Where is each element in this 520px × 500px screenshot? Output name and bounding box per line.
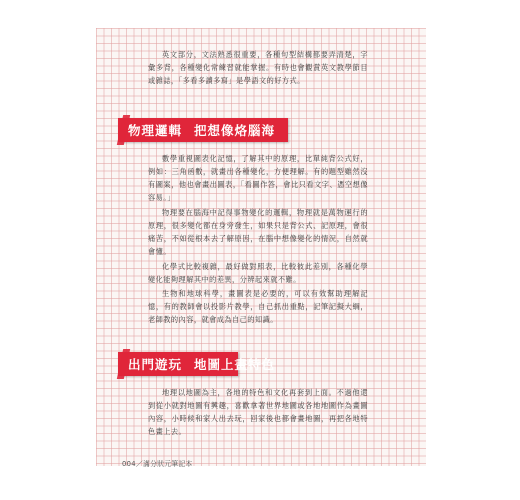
section-title-travel: 出門遊玩 地圖上畫特色: [128, 357, 276, 372]
section-title-logic: 物理邏輯 把想像烙腦海: [128, 123, 276, 138]
geography-paragraph: 地理以地圖為主，各地的特色和文化再套到上面。不過他還到從小就對地圖有興趣，喜歡拿著世界地圖或各地地圖作為畫圖內容，小時候和家人出去玩，回家後也都會畫地圖，再把各地特色畫上去。: [148, 388, 368, 436]
physics-paragraph: 物理要在腦海中記得事物變化的邏輯，物理就是萬物運行的原理，很多變化都在身旁發生，如果只是背公式、記原理，會很痛苦，不如從根本去了解原因，在腦中想像變化的情況，自然就會懂。: [148, 208, 368, 256]
biology-paragraph: 生物和地球科學，畫圖表是必要的，可以有效幫助理解記憶，有的教師會以投影片教學，自己抓出重點，記筆記擬大綱，老師教的內容，就會成為自己的知識。: [148, 289, 368, 324]
section-banner-logic: [118, 118, 275, 142]
math-paragraph: 數學重視圖表化記憶，了解其中的原理，比單純背公式好，例如：三角函數，就畫出各種變化，方便理解。有的題型雖然沒有圖案，他也會畫出圖表，「看圖作答，會比只看文字、憑空想像容易。」: [148, 154, 368, 202]
english-paragraph: 英文部分，文法熟悉很重要，各種句型結構都要弄清楚，字彙多背，各種變化常練習就能掌握。有時也會觀賞英文教學節目或雜誌，「多看多讀多寫」是學語文的好方式。: [148, 50, 368, 85]
page-footer: 004／滿分狀元筆記本: [122, 460, 193, 468]
chemistry-paragraph: 化學式比較複雜，最好做對照表，比較彼此差別，各種化學變化能夠理解其中的差異，分辨起來就不難。: [148, 262, 368, 284]
section-banner-travel: [118, 352, 275, 376]
